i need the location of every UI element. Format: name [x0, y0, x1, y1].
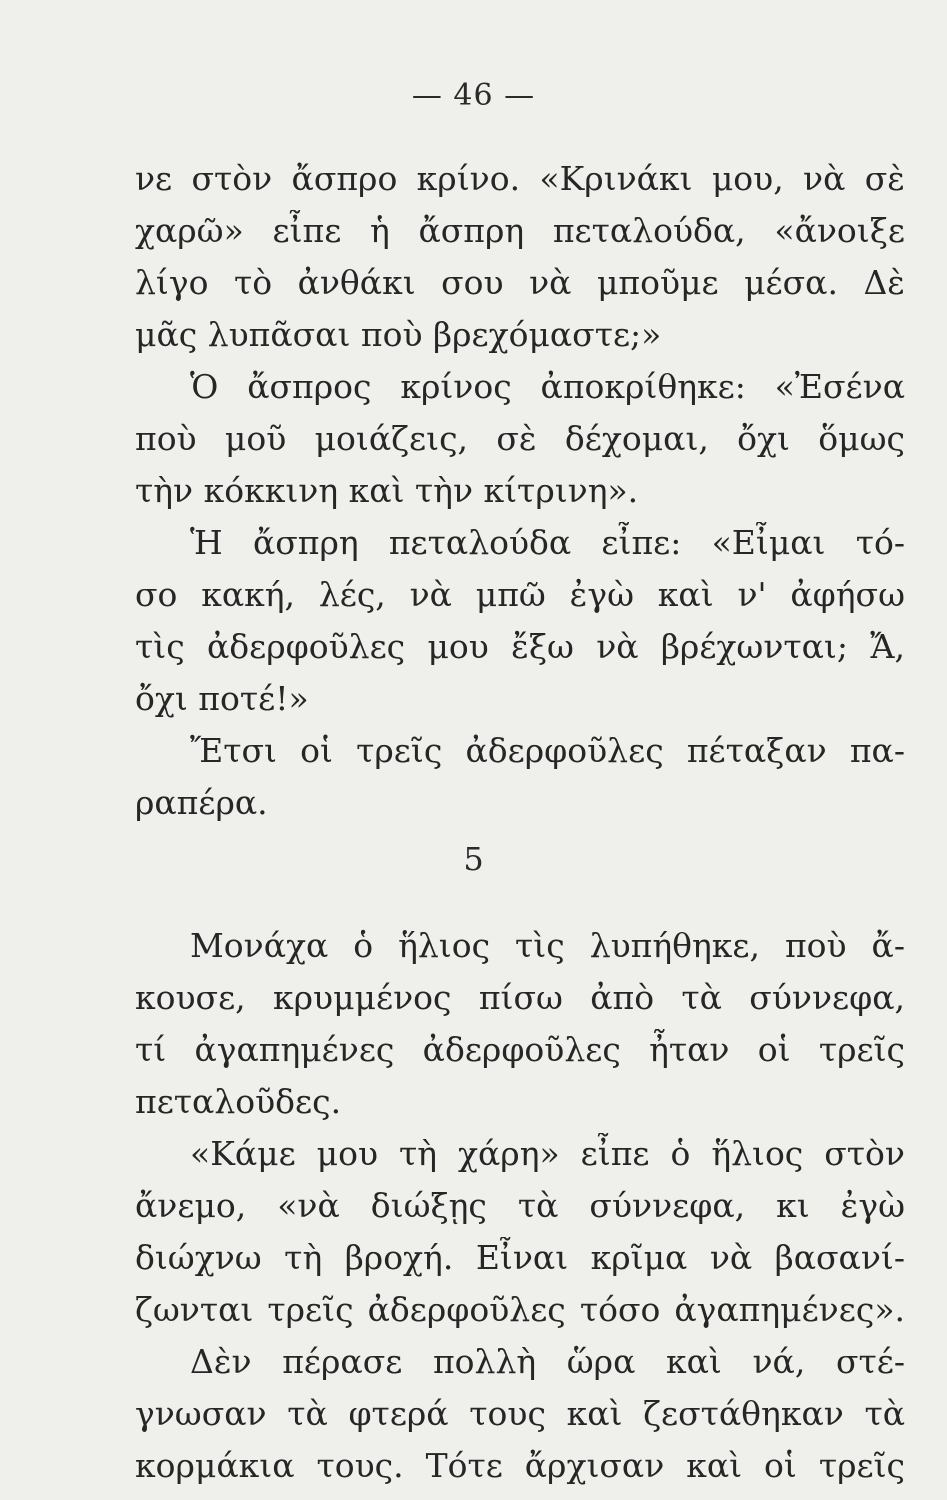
text-line: ποὺ μοῦ μοιάζεις, σὲ δέχομαι, ὄχι ὅμως — [135, 419, 905, 458]
text-line: ζωνται τρεῖς ἀδερφοῦλες τόσο ἀγαπημένες». — [135, 1290, 905, 1329]
text-line: τὴν κόκκινη καὶ τὴν κίτρινη». — [135, 471, 639, 510]
page-number: — 46 — — [411, 78, 536, 113]
text-line: σο κακή, λές, νὰ μπῶ ἐγὼ καὶ ν' ἀφήσω — [135, 575, 905, 614]
text-line: Ἔτσι οἱ τρεῖς ἀδερφοῦλες πέταξαν πα- — [190, 731, 905, 770]
text-line: Ὁ ἄσπρος κρίνος ἀποκρίθηκε: «Ἐσένα — [190, 367, 905, 406]
text-line: διώχνω τὴ βροχή. Εἶναι κρῖμα νὰ βασανί- — [135, 1238, 905, 1277]
section-number: 5 — [463, 840, 484, 878]
text-line: ραπέρα. — [135, 783, 268, 822]
text-line: πεταλοῦδες. — [135, 1082, 342, 1121]
text-line: γνωσαν τὰ φτερά τους καὶ ζεστάθηκαν τὰ — [135, 1394, 905, 1433]
text-line: μᾶς λυπᾶσαι ποὺ βρεχόμαστε;» — [135, 315, 662, 354]
text-line: κορμάκια τους. Τότε ἄρχισαν καὶ οἱ τρεῖς — [135, 1446, 905, 1485]
text-line: «Κάμε μου τὴ χάρη» εἶπε ὁ ἥλιος στὸν — [190, 1134, 905, 1173]
text-line: ὄχι ποτέ!» — [135, 679, 309, 718]
text-line: Δὲν πέρασε πολλὴ ὥρα καὶ νά, στέ- — [190, 1342, 905, 1381]
text-line: τί ἀγαπημένες ἀδερφοῦλες ἦταν οἱ τρεῖς — [135, 1030, 905, 1069]
text-line: ἄνεμο, «νὰ διώξῃς τὰ σύννεφα, κι ἐγὼ — [135, 1186, 905, 1225]
text-line: τὶς ἀδερφοῦλες μου ἔξω νὰ βρέχωνται; Ἄ, — [135, 627, 905, 666]
text-line: χαρῶ» εἶπε ἡ ἄσπρη πεταλούδα, «ἄνοιξε — [135, 211, 905, 250]
text-line: Μονάχα ὁ ἥλιος τὶς λυπήθηκε, ποὺ ἄ- — [190, 926, 905, 965]
text-line: κουσε, κρυμμένος πίσω ἀπὸ τὰ σύννεφα, — [135, 978, 905, 1017]
text-line: Ἡ ἄσπρη πεταλούδα εἶπε: «Εἶμαι τό- — [190, 523, 905, 562]
text-line: λίγο τὸ ἀνθάκι σου νὰ μποῦμε μέσα. Δὲ — [135, 263, 905, 302]
text-line: νε στὸν ἄσπρο κρίνο. «Κρινάκι μου, νὰ σὲ — [135, 159, 905, 198]
